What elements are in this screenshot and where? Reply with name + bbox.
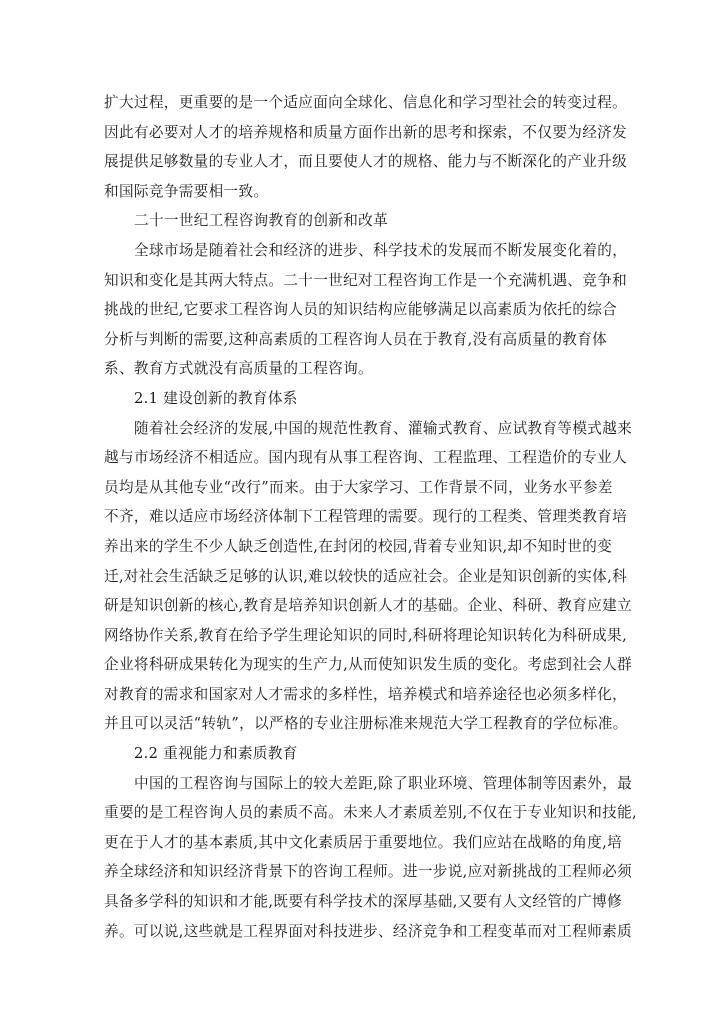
paragraph <box>104 236 628 384</box>
text-line: 对教育的需求和国家对人才需求的多样性，培养模式和培养途径也必须多样化， <box>104 685 628 703</box>
text-line: 扩大过程，更重要的是一个适应面向全球化、信息化和学习型社会的转变过程。 <box>104 94 628 111</box>
text-line: 迁,对社会生活缺乏足够的认识,难以较快的适应社会。企业是知识创新的实体,科 <box>104 567 628 585</box>
text-line: 网络协作关系,教育在给予学生理论知识的同时,科研将理论知识转化为科研成果, <box>104 626 628 644</box>
text-line: 因此有必要对人才的培养规格和质量方面作出新的思考和探索，不仅要为经济发 <box>104 123 628 141</box>
text-line: 养全球经济和知识经济背景下的咨询工程师。进一步说,应对新挑战的工程师必须 <box>104 863 633 881</box>
section-heading: 2.1 建设创新的教育体系 <box>134 389 298 407</box>
text-line: 员均是从其他专业“改行”而来。由于大家学习、工作背景不同，业务水平参差 <box>104 478 613 496</box>
text-line: 系、教育方式就没有高质量的工程咨询。 <box>104 360 373 378</box>
section-heading: 二十一世纪工程咨询教育的创新和改革 <box>134 212 389 230</box>
text-line: 养。可以说,这些就是工程界面对科技进步、经济竞争和工程变革而对工程师素质 <box>104 922 633 940</box>
paragraph <box>104 414 633 740</box>
document-page <box>104 88 638 946</box>
text-line: 不齐，难以适应市场经济体制下工程管理的需要。现行的工程类、管理类教育培 <box>104 508 628 526</box>
text-line: 随着社会经济的发展,中国的规范性教育、灌输式教育、应试教育等模式越来 <box>134 419 633 437</box>
text-line: 全球市场是随着社会和经济的进步、科学技术的发展而不断发展变化着的， <box>134 241 628 259</box>
text-line: 具备多学科的知识和才能,既要有科学技术的深厚基础,又要有人文经管的广博修 <box>104 893 623 911</box>
text-line: 挑战的世纪,它要求工程咨询人员的知识结构应能够满足以高素质为依托的综合 <box>104 301 618 319</box>
section-heading: 2.2 重视能力和素质教育 <box>134 745 298 763</box>
text-line: 养出来的学生不少人缺乏创造性,在封闭的校园,背着专业知识,却不知时世的变 <box>104 537 613 555</box>
paragraph <box>104 88 628 206</box>
text-line: 研是知识创新的核心,教育是培养知识创新人才的基础。企业、科研、教育应建立 <box>104 597 633 615</box>
text-line: 分析与判断的需要,这种高素质的工程咨询人员在于教育,没有高质量的教育体 <box>104 330 608 348</box>
text-line: 并且可以灵活“转轨”，以严格的专业注册标准来规范大学工程教育的学位标准。 <box>104 715 628 733</box>
text-line: 和国际竞争需要相一致。 <box>104 182 269 200</box>
text-line: 越与市场经济不相适应。国内现有从事工程咨询、工程监理、工程造价的专业人 <box>104 449 628 467</box>
paragraph <box>104 769 638 947</box>
text-line: 重要的是工程咨询人员的素质不高。未来人才素质差别,不仅在于专业知识和技能, <box>104 804 638 822</box>
text-line: 中国的工程咨询与国际上的较大差距,除了职业环境、管理体制等因素外，最 <box>134 774 633 792</box>
text-line: 展提供足够数量的专业人才，而且要使人才的规格、能力与不断深化的产业升级 <box>104 153 628 171</box>
text-line: 更在于人才的基本素质,其中文化素质居于重要地位。我们应站在战略的角度,培 <box>104 833 623 851</box>
text-line: 企业将科研成果转化为现实的生产力,从而使知识发生质的变化。考虑到社会人群 <box>104 656 633 674</box>
text-line: 知识和变化是其两大特点。二十一世纪对工程咨询工作是一个充满机遇、竞争和 <box>104 271 628 289</box>
